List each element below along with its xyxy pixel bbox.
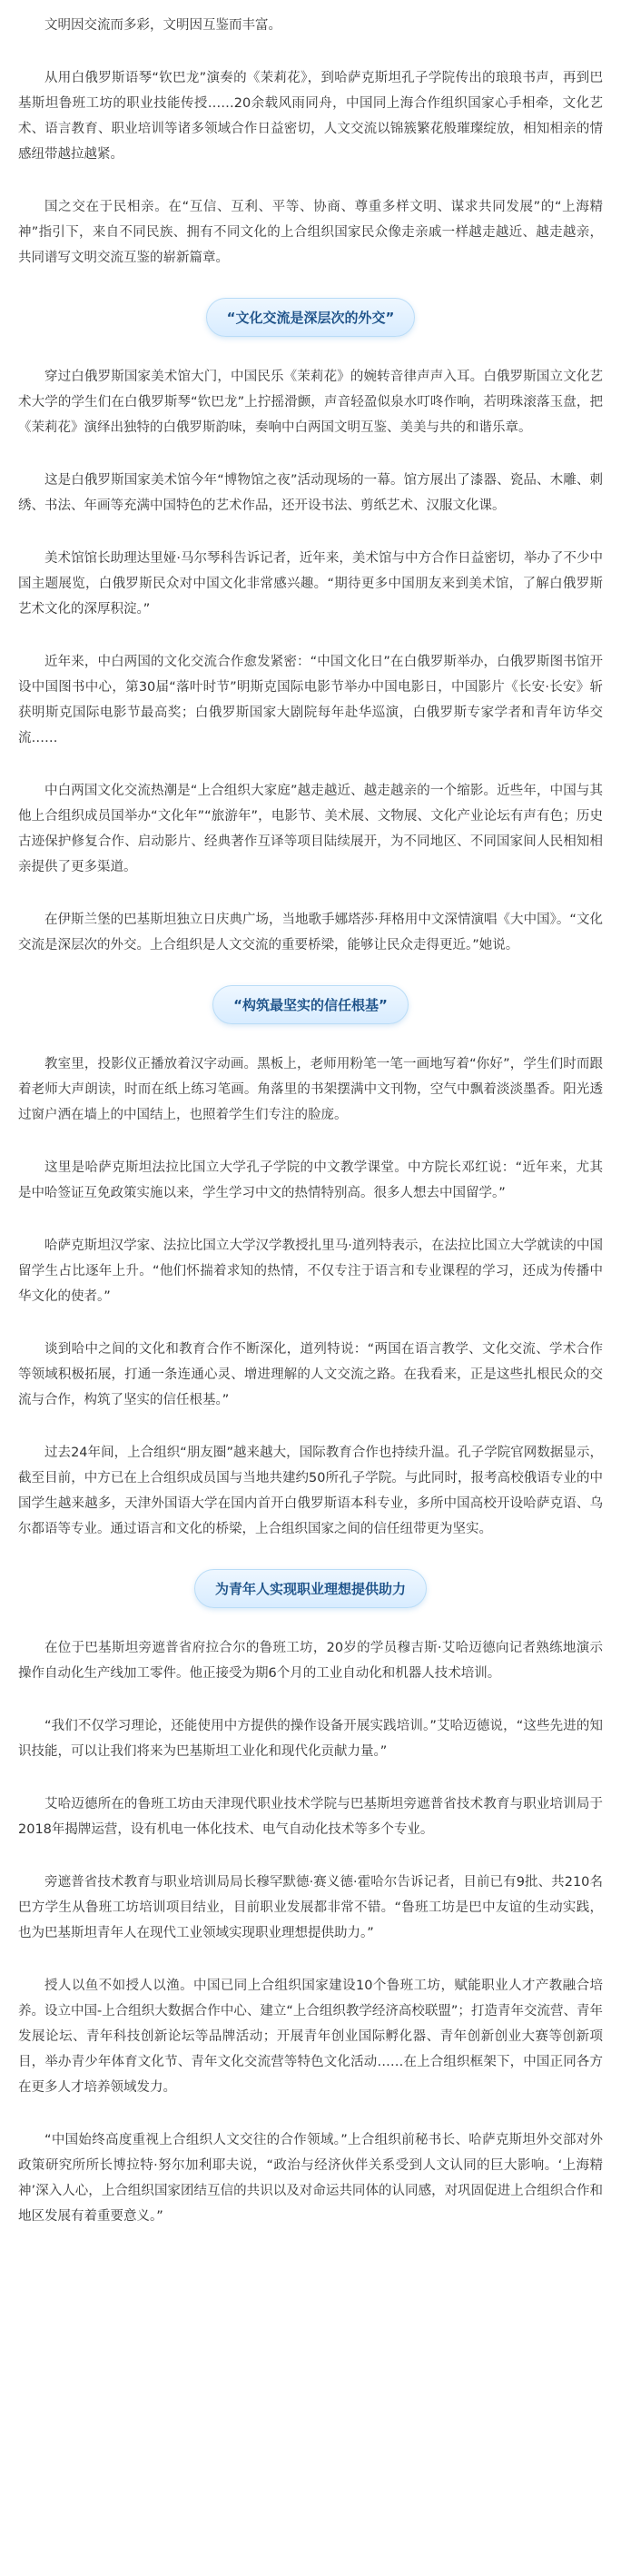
paragraph: 过去24年间，上合组织“朋友圈”越来越大，国际教育合作也持续升温。孔子学院官网数据显示，截至目前，中方已在上合组织成员国与当地共建约50所孔子学院。与此同时，报考高校俄语专业的中国学生越来越多，天津外国语大学在国内首开白俄罗斯语本科专业，多所中国高校开设哈萨克语、乌尔都语等专业。通过语言和文化的桥梁，上合组织国家之间的信任纽带更为坚实。 xyxy=(18,1446,603,1536)
paragraph: 国之交在于民相亲。在“互信、互利、平等、协商、尊重多样文明、谋求共同发展”的“上海精神”指引下，来自不同民族、拥有不同文化的上合组织国家民众像走亲戚一样越走越近、越走越亲，共同谱写文明交流互鉴的崭新篇章。 xyxy=(18,200,603,265)
section-heading-trust-foundation: “构筑最坚实的信任根基” xyxy=(212,985,409,1024)
paragraph: 艾哈迈德所在的鲁班工坊由天津现代职业技术学院与巴基斯坦旁遮普省技术教育与职业培训局于2018年揭牌运营，设有机电一体化技术、电气自动化技术等多个专业。 xyxy=(18,1797,603,1837)
paragraph: 从用白俄罗斯语琴“钦巴龙”演奏的《茉莉花》，到哈萨克斯坦孔子学院传出的琅琅书声，再到巴基斯坦鲁班工坊的职业技能传授……20余载风雨同舟，中国同上海合作组织国家心手相牵，文化艺术、语言教育、职业培训等诸多领域合作日益密切，人文交流以锦簇繁花般璀璨绽放，相知相亲的情感纽带越拉越紧。 xyxy=(18,71,603,162)
section-heading-wrapper xyxy=(18,298,603,337)
section-heading-wrapper xyxy=(18,985,603,1024)
paragraph: 授人以鱼不如授人以渔。中国已同上合组织国家建设10个鲁班工坊，赋能职业人才产教融合培养。设立中国-上合组织大数据合作中心、建立“上合组织教学经济高校联盟”；打造青年交流营、青年发展论坛、青年科技创新论坛等品牌活动；开展青年创业国际孵化器、青年创新创业大赛等创新项目，举办青少年体育文化节、青年文化交流营等特色文化活动……在上合组织框架下，中国正同各方在更多人才培养领域发力。 xyxy=(18,1979,603,2095)
paragraph: 这是白俄罗斯国家美术馆今年“博物馆之夜”活动现场的一幕。馆方展出了漆器、瓷品、木雕、刺绣、书法、年画等充满中国特色的艺术作品，还开设书法、剪纸艺术、汉服文化课。 xyxy=(18,473,603,513)
paragraph: 文明因交流而多彩，文明因互鉴而丰富。 xyxy=(44,18,281,33)
paragraph: 穿过白俄罗斯国家美术馆大门，中国民乐《茉莉花》的婉转音律声声入耳。白俄罗斯国立文化艺术大学的学生们在白俄罗斯琴“钦巴龙”上拧摇滑颤，声音轻盈似泉水叮咚作响，若明珠滚落玉盘，把《茉莉花》演绎出独特的白俄罗斯韵味，奏响中白两国文明互鉴、美美与共的和谐乐章。 xyxy=(18,370,603,435)
section-heading-youth-careers: 为青年人实现职业理想提供助力 xyxy=(194,1569,427,1608)
paragraph: 美术馆馆长助理达里娅·马尔琴科告诉记者，近年来，美术馆与中方合作日益密切，举办了不少中国主题展览，白俄罗斯民众对中国文化非常感兴趣。“期待更多中国朋友来到美术馆，了解白俄罗斯艺术文化的深厚积淀。” xyxy=(18,551,603,617)
paragraph: 近年来，中白两国的文化交流合作愈发紧密：“中国文化日”在白俄罗斯举办，白俄罗斯图书馆开设中国图书中心，第30届“落叶时节”明斯克国际电影节举办中国电影日，中国影片《长安·长安》斩获明斯克国际电影节最高奖；白俄罗斯国家大剧院每年赴华巡演，白俄罗斯专家学者和青年访华交流…… xyxy=(18,655,603,745)
paragraph: “中国始终高度重视上合组织人文交往的合作领域。”上合组织前秘书长、哈萨克斯坦外交部对外政策研究所所长博拉特·努尔加利耶夫说，“政治与经济伙伴关系受到人文认同的巨大影响。‘上海精神’深入人心，上合组织国家团结互信的共识以及对命运共同体的认同感，对巩固促进上合组织合作和地区发展有着重要意义。” xyxy=(18,2133,603,2224)
paragraph: 教室里，投影仪正播放着汉字动画。黑板上，老师用粉笔一笔一画地写着“你好”，学生们时而跟着老师大声朗读，时而在纸上练习笔画。角落里的书架摆满中文刊物，空气中飘着淡淡墨香。阳光透过窗户洒在墙上的中国结上，也照着学生们专注的脸庞。 xyxy=(18,1057,603,1122)
section-heading-wrapper xyxy=(18,1569,603,1608)
paragraph: 这里是哈萨克斯坦法拉比国立大学孔子学院的中文教学课堂。中方院长邓红说：“近年来，尤其是中哈签证互免政策实施以来，学生学习中文的热情特别高。很多人想去中国留学。” xyxy=(18,1160,603,1200)
paragraph: 谈到哈中之间的文化和教育合作不断深化，道列特说：“两国在语言教学、文化交流、学术合作等领域积极拓展，打通一条连通心灵、增进理解的人文交流之路。在我看来，正是这些扎根民众的交流与合作，构筑了坚实的信任根基。” xyxy=(18,1342,603,1407)
section-heading-cultural-exchange: “文化交流是深层次的外交” xyxy=(206,298,416,337)
paragraph: 哈萨克斯坦汉学家、法拉比国立大学汉学教授扎里马·道列特表示，在法拉比国立大学就读的中国留学生占比逐年上升。“他们怀揣着求知的热情，不仅专注于语言和专业课程的学习，还成为传播中华文化的使者。” xyxy=(18,1239,603,1304)
paragraph: 在位于巴基斯坦旁遮普省府拉合尔的鲁班工坊，20岁的学员穆吉斯·艾哈迈德向记者熟练地演示操作自动化生产线加工零件。他正接受为期6个月的工业自动化和机器人技术培训。 xyxy=(18,1641,603,1681)
paragraph: 旁遮普省技术教育与职业培训局局长穆罕默德·赛义德·霍哈尔告诉记者，目前已有9批、共210名巴方学生从鲁班工坊培训项目结业，目前职业发展都非常不错。“鲁班工坊是巴中友谊的生动实践，也为巴基斯坦青年人在现代工业领域实现职业理想提供助力。” xyxy=(18,1875,603,1940)
paragraph: 在伊斯兰堡的巴基斯坦独立日庆典广场，当地歌手娜塔莎·拜格用中文深情演唱《大中国》。“文化交流是深层次的外交。上合组织是人文交流的重要桥梁，能够让民众走得更近。”她说。 xyxy=(18,913,603,952)
paragraph: 中白两国文化交流热潮是“上合组织大家庭”越走越近、越走越亲的一个缩影。近些年，中国与其他上合组织成员国举办“文化年”“旅游年”，电影节、美术展、文物展、文化产业论坛有声有色；历史古迹保护修复合作、启动影片、经典著作互译等项目陆续展开，为不同地区、不同国家间人民相知相亲提供了更多渠道。 xyxy=(18,784,603,874)
paragraph: “我们不仅学习理论，还能使用中方提供的操作设备开展实践培训。”艾哈迈德说，“这些先进的知识技能，可以让我们将来为巴基斯坦工业化和现代化贡献力量。” xyxy=(18,1719,603,1759)
